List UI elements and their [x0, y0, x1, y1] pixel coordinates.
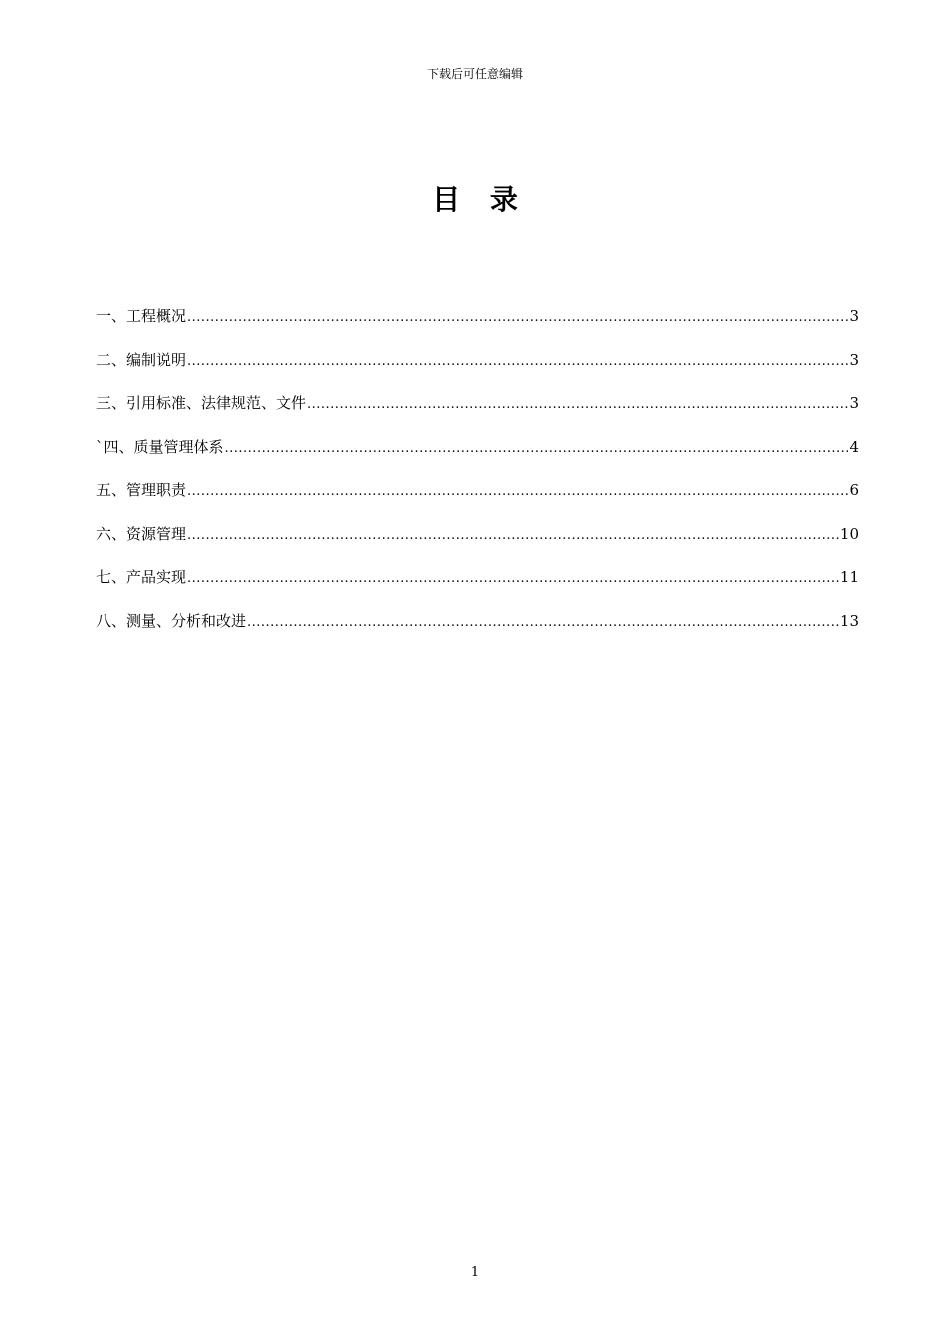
toc-dot-leader [247, 612, 839, 634]
toc-dot-leader [187, 568, 839, 590]
toc-entry-1[interactable] [96, 305, 859, 349]
toc-entry-8[interactable] [96, 610, 859, 654]
toc-entry-label: 二、编制说明 [96, 350, 187, 369]
toc-dot-leader [187, 525, 839, 547]
toc-dot-leader [307, 394, 848, 416]
toc-entry-page: 6 [849, 481, 859, 499]
toc-dot-leader [187, 351, 848, 373]
toc-dot-leader [187, 481, 848, 503]
toc-entry-label: 三、引用标准、法律规范、文件 [96, 394, 307, 412]
page-title: 目 录 [432, 183, 528, 216]
toc-entry-label: 六、资源管理 [96, 524, 187, 543]
toc-entry-label: 八、测量、分析和改进 [96, 611, 247, 630]
toc-dot-leader [187, 307, 848, 329]
toc-entry-page: 10 [839, 524, 859, 543]
table-of-contents [96, 305, 859, 653]
toc-entry-page: 3 [849, 307, 859, 325]
toc-entry-label: 五、管理职责 [96, 481, 187, 499]
toc-entry-page: 3 [849, 350, 859, 369]
toc-entry-page: 4 [849, 437, 859, 456]
page-number: 1 [470, 1265, 480, 1280]
toc-entry-page: 13 [839, 611, 859, 630]
toc-entry-label: 一、工程概况 [96, 307, 187, 325]
toc-entry-label: 七、产品实现 [96, 568, 187, 586]
toc-entry-page: 3 [849, 394, 859, 412]
toc-entry-6[interactable] [96, 523, 859, 567]
toc-entry-3[interactable] [96, 392, 859, 436]
toc-entry-page: 11 [839, 568, 859, 586]
toc-entry-7[interactable] [96, 566, 859, 610]
toc-entry-5[interactable] [96, 479, 859, 523]
toc-entry-label: `四、质量管理体系 [96, 437, 224, 456]
toc-dot-leader [225, 438, 849, 460]
toc-entry-2[interactable] [96, 349, 859, 393]
header-note: 下载后可任意编辑 [426, 67, 523, 81]
toc-entry-4[interactable] [96, 436, 859, 480]
